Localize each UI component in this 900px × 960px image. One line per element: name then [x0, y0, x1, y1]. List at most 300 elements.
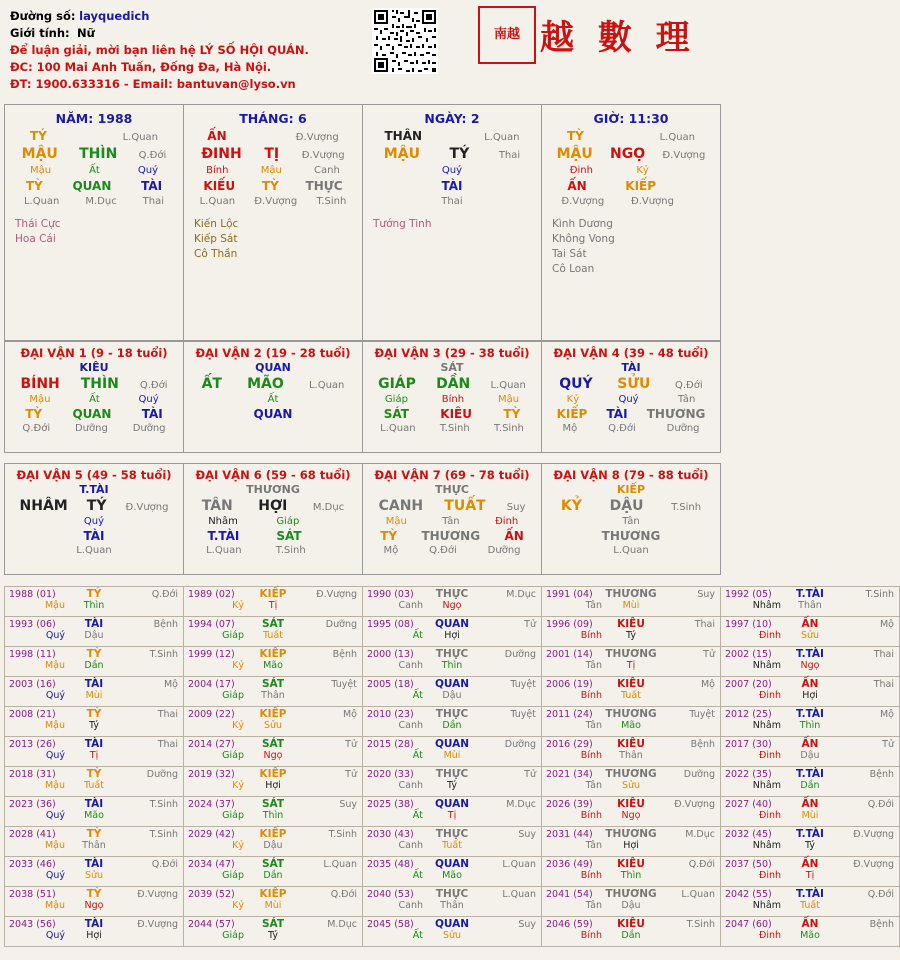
year-cell[interactable]: [184, 647, 363, 677]
year-1994 (07)[interactable]: [184, 617, 362, 646]
year-label: 2046 (59): [546, 919, 593, 930]
year-top-row: [721, 587, 899, 600]
year-ten-god: TÀI: [84, 738, 104, 750]
year-cell[interactable]: [363, 677, 542, 707]
year-bottom-row: [721, 840, 899, 851]
luck-pillar-5[interactable]: [184, 464, 362, 574]
hidden-stage: T.Sinh: [316, 196, 347, 207]
hidden-god: THỰC: [305, 179, 343, 193]
year-2027 (40)[interactable]: [721, 797, 899, 826]
year-top-row: [5, 917, 183, 930]
year-top-row: [184, 707, 362, 720]
year-stem: Giáp: [222, 870, 244, 881]
year-2022 (35)[interactable]: [721, 767, 899, 796]
year-1999 (12)[interactable]: [184, 647, 362, 676]
year-2046 (59)[interactable]: [542, 917, 720, 946]
year-branch: Dậu: [621, 900, 641, 911]
year-cell[interactable]: [542, 677, 721, 707]
year-bottom-row: [542, 660, 720, 671]
luck-stem-branch-row: [184, 496, 362, 514]
year-stem: Tân: [585, 900, 602, 911]
year-2024 (37)[interactable]: [184, 797, 362, 826]
year-cell[interactable]: [542, 797, 721, 827]
year-top-row: [5, 887, 183, 900]
stage-top: L.Quan: [122, 132, 159, 143]
luck-ten-god: TÀI: [621, 361, 641, 374]
year-1988 (01)[interactable]: [5, 587, 183, 616]
year-bottom-row: [184, 690, 362, 701]
hidden-stage: Dưỡng: [487, 545, 521, 556]
year-2020 (33)[interactable]: [363, 767, 541, 796]
year-ten-god: TÝ: [86, 588, 102, 600]
luck-stem-branch-row: [5, 374, 183, 392]
year-ten-god: TÀI: [84, 678, 104, 690]
year-label: 2047 (60): [725, 919, 772, 930]
year-cell[interactable]: [721, 827, 900, 857]
year-stage: Dưỡng: [504, 649, 536, 660]
year-cell[interactable]: [184, 827, 363, 857]
year-2010 (23)[interactable]: [363, 707, 541, 736]
year-stage: Dưỡng: [683, 769, 715, 780]
year-cell[interactable]: [542, 857, 721, 887]
luck-pillar-2[interactable]: [363, 342, 541, 452]
year-cell[interactable]: [721, 707, 900, 737]
year-cell[interactable]: [184, 887, 363, 917]
year-stage: Q.Đới: [867, 799, 894, 810]
year-ten-god: ẤN: [801, 618, 819, 630]
year-cell[interactable]: [542, 827, 721, 857]
year-cell[interactable]: [363, 587, 542, 617]
pillar-cell: [184, 105, 363, 341]
year-branch: Tị: [268, 600, 278, 611]
year-2029 (42)[interactable]: [184, 827, 362, 856]
brand-logo-text: 越 數 理: [540, 18, 696, 58]
year-ten-god: KIẾP: [259, 588, 287, 600]
year-stem: Giáp: [222, 690, 244, 701]
year-2045 (58)[interactable]: [363, 917, 541, 946]
year-cell[interactable]: [5, 707, 184, 737]
year-ten-god: SÁT: [261, 918, 285, 930]
year-cell[interactable]: [363, 827, 542, 857]
year-stem: Canh: [398, 780, 423, 791]
year-cell[interactable]: [542, 617, 721, 647]
year-1993 (06)[interactable]: [5, 617, 183, 646]
year-bottom-row: [542, 690, 720, 701]
year-1995 (08)[interactable]: [363, 617, 541, 646]
year-row: [5, 767, 900, 797]
luck-pillar-0[interactable]: [5, 342, 183, 452]
year-top-row: [721, 617, 899, 630]
year-stem: Canh: [398, 840, 423, 851]
year-top-row: [184, 587, 362, 600]
year-2016 (29)[interactable]: [542, 737, 720, 766]
year-cell[interactable]: [184, 797, 363, 827]
year-cell[interactable]: [721, 587, 900, 617]
year-ten-god: THỰC: [435, 708, 469, 720]
year-stem: Ất: [412, 630, 423, 641]
year-cell[interactable]: [363, 917, 542, 947]
year-cell[interactable]: [5, 587, 184, 617]
path-label: Đường số:: [10, 9, 76, 23]
hidden-stem: Quý: [138, 394, 159, 405]
pillar-hidden-stems-row: [363, 162, 541, 176]
year-2009 (22)[interactable]: [184, 707, 362, 736]
year-bottom-row: [721, 870, 899, 881]
hidden-god: TÀI: [606, 407, 628, 421]
year-2014 (27)[interactable]: [184, 737, 362, 766]
luck-pillar-7[interactable]: [542, 464, 720, 574]
year-stage: Tử: [703, 649, 715, 660]
pillar-ten-god-row: [184, 126, 362, 143]
year-2030 (43)[interactable]: [363, 827, 541, 856]
hidden-stage: L.Quan: [199, 196, 236, 207]
year-cell[interactable]: [721, 647, 900, 677]
luck-ten-god: QUAN: [255, 361, 291, 374]
year-2002 (15)[interactable]: [721, 647, 899, 676]
qr-code-icon: [372, 8, 438, 74]
luck-hidden-stems-row: [5, 514, 183, 527]
luck-pillar-cell[interactable]: [542, 464, 721, 575]
year-label: 1996 (09): [546, 619, 593, 630]
year-2028 (41)[interactable]: [5, 827, 183, 856]
stage: Thai: [498, 150, 521, 161]
year-2047 (60)[interactable]: [721, 917, 899, 946]
hidden-god: TỲ: [25, 179, 43, 193]
year-stage: Q.Đới: [688, 859, 715, 870]
luck-pillar-title: ĐẠI VẬN 1 (9 - 18 tuổi): [20, 346, 168, 360]
luck-pillar-cell[interactable]: [184, 464, 363, 575]
year-cell[interactable]: [184, 707, 363, 737]
luck-pillar-4[interactable]: [5, 464, 183, 574]
year-cell[interactable]: [184, 917, 363, 947]
heavenly-stem: ĐINH: [201, 146, 242, 162]
year-stem: Kỷ: [232, 660, 244, 671]
year-1997 (10)[interactable]: [721, 617, 899, 646]
year-label: 1998 (11): [9, 649, 56, 660]
year-stem: Bính: [580, 810, 602, 821]
year-2040 (53)[interactable]: [363, 887, 541, 916]
year-2042 (55)[interactable]: [721, 887, 899, 916]
hidden-god: ẤN: [504, 529, 524, 543]
year-cell[interactable]: [363, 737, 542, 767]
luck-pillars-row-2: [4, 463, 721, 575]
year-bottom-row: [363, 630, 541, 641]
year-branch: Mão: [263, 660, 283, 671]
year-2036 (49)[interactable]: [542, 857, 720, 886]
luck-pillar-6[interactable]: [363, 464, 541, 574]
year-stem: Tân: [585, 780, 602, 791]
year-cell[interactable]: [184, 587, 363, 617]
year-2019 (32)[interactable]: [184, 767, 362, 796]
year-cell[interactable]: [184, 737, 363, 767]
year-stem: Kỷ: [232, 900, 244, 911]
luck-pillar-cell[interactable]: [5, 342, 184, 453]
year-cell[interactable]: [721, 737, 900, 767]
year-2011 (24)[interactable]: [542, 707, 720, 736]
year-2013 (26)[interactable]: [5, 737, 183, 766]
luck-ten-god: KIẾP: [616, 483, 646, 496]
hidden-stage: L.Quan: [206, 545, 242, 556]
year-stem: Ất: [412, 750, 423, 761]
year-cell[interactable]: [184, 857, 363, 887]
year-branch: Mão: [84, 810, 104, 821]
year-ten-god: TÀI: [84, 798, 104, 810]
luck-pillar-cell[interactable]: [542, 342, 721, 453]
luck-hidden-stages-row: [184, 543, 362, 556]
year-stem: Đinh: [758, 750, 781, 761]
year-branch: Sửu: [800, 630, 820, 641]
year-stage: Tử: [882, 739, 894, 750]
year-stage: M.Dục: [685, 829, 715, 840]
luck-pillar-title: ĐẠI VẬN 7 (69 - 78 tuổi): [374, 468, 530, 482]
year-bottom-row: [184, 660, 362, 671]
year-label: 2039 (52): [188, 889, 235, 900]
year-top-row: [5, 647, 183, 660]
year-cell[interactable]: [5, 887, 184, 917]
year-branch: Thìn: [262, 810, 284, 821]
year-2038 (51)[interactable]: [5, 887, 183, 916]
year-cell[interactable]: [721, 857, 900, 887]
year-cell[interactable]: [542, 737, 721, 767]
pillar-hidden-stages-row: [363, 193, 541, 207]
year-top-row: [542, 617, 720, 630]
year-branch: Mùi: [443, 750, 461, 761]
year-stem: Giáp: [222, 810, 244, 821]
year-label: 2017 (30): [725, 739, 772, 750]
year-2031 (44)[interactable]: [542, 827, 720, 856]
year-2000 (13)[interactable]: [363, 647, 541, 676]
year-cell[interactable]: [721, 917, 900, 947]
year-cell[interactable]: [5, 677, 184, 707]
year-2041 (54)[interactable]: [542, 887, 720, 916]
year-1998 (11)[interactable]: [5, 647, 183, 676]
year-2032 (45)[interactable]: [721, 827, 899, 856]
year-2026 (39)[interactable]: [542, 797, 720, 826]
year-label: 2031 (44): [546, 829, 593, 840]
year-stem: Mậu: [44, 720, 65, 731]
year-2004 (17)[interactable]: [184, 677, 362, 706]
year-cell[interactable]: [5, 827, 184, 857]
hidden-god: THƯƠNG: [646, 407, 706, 421]
year-stage: L.Quan: [323, 859, 357, 870]
heavenly-stem: ẤT: [201, 376, 222, 392]
year-cell[interactable]: [5, 617, 184, 647]
year-top-row: [542, 917, 720, 930]
pillar-star-list: [184, 207, 362, 262]
year-cell[interactable]: [363, 767, 542, 797]
year-stem: Mậu: [44, 900, 65, 911]
year-branch: Mão: [800, 930, 820, 941]
year-branch: Mão: [621, 720, 641, 731]
year-cell[interactable]: [363, 797, 542, 827]
gender-label: Giới tính:: [10, 26, 70, 40]
luck-hidden-gods-row: [363, 405, 541, 421]
hidden-stem: Kỷ: [636, 165, 649, 176]
year-bottom-row: [184, 930, 362, 941]
pillar-ten-god-row: [5, 126, 183, 143]
year-cell[interactable]: [5, 857, 184, 887]
year-bottom-row: [5, 690, 183, 701]
year-ten-god: T.TÀI: [796, 768, 824, 780]
year-cell[interactable]: [363, 857, 542, 887]
year-ten-god: T.TÀI: [796, 588, 824, 600]
year-ten-god: SÁT: [261, 798, 285, 810]
stage: L.Quan: [308, 380, 345, 391]
year-cell[interactable]: [5, 917, 184, 947]
year-1996 (09)[interactable]: [542, 617, 720, 646]
luck-hidden-stems-row: [363, 392, 541, 405]
year-ten-god: SÁT: [261, 678, 285, 690]
year-bottom-row: [363, 720, 541, 731]
year-2018 (31)[interactable]: [5, 767, 183, 796]
year-2008 (21)[interactable]: [5, 707, 183, 736]
year-2006 (19)[interactable]: [542, 677, 720, 706]
year-cell[interactable]: [542, 707, 721, 737]
luck-pillar-cell[interactable]: [363, 464, 542, 575]
luck-pillar-3[interactable]: [542, 342, 720, 452]
year-ten-god: ẤN: [801, 738, 819, 750]
stage-top: Đ.Vượng: [295, 132, 339, 143]
year-stem: Nhâm: [752, 600, 781, 611]
year-cell[interactable]: [721, 797, 900, 827]
year-cell[interactable]: [542, 647, 721, 677]
year-bottom-row: [542, 930, 720, 941]
hidden-stem: Quý: [137, 165, 158, 176]
star-item: Tai Sát: [552, 248, 587, 260]
year-2035 (48)[interactable]: [363, 857, 541, 886]
year-cell[interactable]: [184, 677, 363, 707]
earthly-branch: HỢI: [258, 498, 288, 514]
year-row: [5, 617, 900, 647]
year-cell[interactable]: [363, 707, 542, 737]
year-branch: Hợi: [86, 930, 102, 941]
year-bottom-row: [721, 600, 899, 611]
luck-pillar-1[interactable]: [184, 342, 362, 452]
year-top-row: [721, 767, 899, 780]
year-2033 (46)[interactable]: [5, 857, 183, 886]
year-2023 (36)[interactable]: [5, 797, 183, 826]
year-cell[interactable]: [363, 617, 542, 647]
earthly-branch: TÝ: [86, 498, 107, 514]
pillar-hidden-gods-row: [184, 176, 362, 193]
year-top-row: [363, 767, 541, 780]
year-1990 (03)[interactable]: [363, 587, 541, 616]
year-2012 (25)[interactable]: [721, 707, 899, 736]
year-cell[interactable]: [721, 617, 900, 647]
hidden-stage: Đ.Vượng: [254, 196, 298, 207]
year-label: 2022 (35): [725, 769, 772, 780]
year-stem: Đinh: [758, 870, 781, 881]
hidden-stage: Mộ: [383, 545, 399, 556]
year-cell[interactable]: [542, 587, 721, 617]
year-cell[interactable]: [542, 917, 721, 947]
year-label: 2035 (48): [367, 859, 414, 870]
luck-pillar-cell[interactable]: [5, 464, 184, 575]
luck-hidden-stems-row: [184, 514, 362, 527]
year-2039 (52)[interactable]: [184, 887, 362, 916]
year-row: [5, 737, 900, 767]
year-2034 (47)[interactable]: [184, 857, 362, 886]
year-top-row: [5, 737, 183, 750]
year-label: 2006 (19): [546, 679, 593, 690]
year-cell[interactable]: [721, 887, 900, 917]
year-branch: Mùi: [264, 900, 282, 911]
year-stage: T.Sinh: [328, 829, 357, 840]
year-branch: Ngọ: [800, 660, 820, 671]
year-cell[interactable]: [542, 767, 721, 797]
year-stage: Mộ: [163, 679, 178, 690]
year-label: 2016 (29): [546, 739, 593, 750]
heavenly-stem: MẬU: [383, 146, 420, 162]
year-stage: Mộ: [879, 619, 894, 630]
year-stem: Bính: [580, 690, 602, 701]
year-2001 (14)[interactable]: [542, 647, 720, 676]
year-2017 (30)[interactable]: [721, 737, 899, 766]
year-cell[interactable]: [184, 767, 363, 797]
stage: Q.Đới: [674, 380, 703, 391]
year-label: 2012 (25): [725, 709, 772, 720]
hidden-stem: Quý: [83, 516, 105, 527]
year-2005 (18)[interactable]: [363, 677, 541, 706]
year-top-row: [184, 917, 362, 930]
year-2003 (16)[interactable]: [5, 677, 183, 706]
year-cell[interactable]: [5, 797, 184, 827]
year-cell[interactable]: [5, 737, 184, 767]
year-branch: Tị: [447, 810, 457, 821]
year-2037 (50)[interactable]: [721, 857, 899, 886]
year-stage: T.Sinh: [686, 919, 715, 930]
luck-stem-branch-row: [5, 496, 183, 514]
year-2044 (57)[interactable]: [184, 917, 362, 946]
year-stage: Đ.Vượng: [137, 889, 178, 900]
year-label: 1988 (01): [9, 589, 56, 600]
year-2043 (56)[interactable]: [5, 917, 183, 946]
year-label: 2021 (34): [546, 769, 593, 780]
year-cell[interactable]: [363, 647, 542, 677]
year-cell[interactable]: [184, 617, 363, 647]
year-1992 (05)[interactable]: [721, 587, 899, 616]
luck-pillar-cell[interactable]: [184, 342, 363, 453]
year-cell[interactable]: [363, 887, 542, 917]
hidden-stage: M.Dục: [85, 196, 117, 207]
four-pillars-table: [4, 104, 721, 341]
year-branch: Thìn: [799, 720, 821, 731]
pillar-ten-god-row: [363, 126, 541, 143]
luck-pillar-title: ĐẠI VẬN 5 (49 - 58 tuổi): [16, 468, 172, 482]
pillar-hidden-gods-row: [542, 176, 720, 193]
year-stem: Nhâm: [752, 720, 781, 731]
year-cell[interactable]: [542, 887, 721, 917]
year-2015 (28)[interactable]: [363, 737, 541, 766]
year-top-row: [363, 887, 541, 900]
year-cell[interactable]: [5, 647, 184, 677]
year-label: 2028 (41): [9, 829, 56, 840]
year-cell[interactable]: [721, 677, 900, 707]
luck-pillar-cell[interactable]: [363, 342, 542, 453]
year-2021 (34)[interactable]: [542, 767, 720, 796]
year-2007 (20)[interactable]: [721, 677, 899, 706]
year-ten-god: KIẾP: [259, 648, 287, 660]
year-top-row: [721, 827, 899, 840]
year-cell[interactable]: [5, 767, 184, 797]
year-1991 (04)[interactable]: [542, 587, 720, 616]
year-2025 (38)[interactable]: [363, 797, 541, 826]
year-cell[interactable]: [721, 767, 900, 797]
luck-stem-branch-row: [542, 496, 720, 514]
year-1989 (02)[interactable]: [184, 587, 362, 616]
year-ten-god: SÁT: [261, 618, 285, 630]
hidden-god: THƯƠNG: [601, 529, 661, 543]
